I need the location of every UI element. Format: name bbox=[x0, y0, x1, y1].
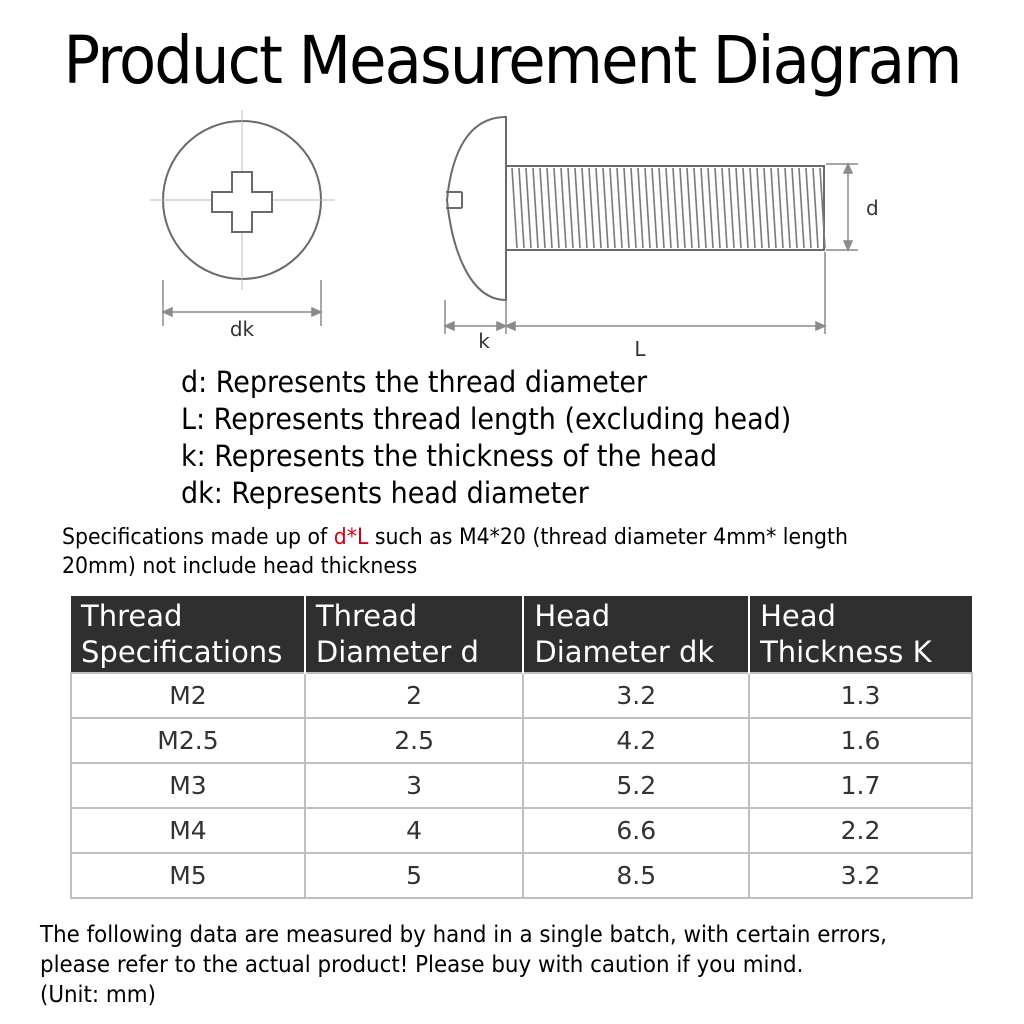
definition-d: d: Represents the thread diameter bbox=[181, 365, 648, 399]
table-cell: 3 bbox=[305, 763, 524, 808]
k-label: k bbox=[478, 329, 490, 353]
definitions-list bbox=[181, 364, 837, 512]
table-row bbox=[71, 763, 972, 808]
dk-label: dk bbox=[229, 317, 255, 341]
header-thread-diameter bbox=[305, 596, 524, 673]
table-cell: 1.6 bbox=[749, 718, 972, 763]
table-cell: 5.2 bbox=[523, 763, 749, 808]
table-cell: M2.5 bbox=[71, 718, 305, 763]
footer-line: please refer to the actual product! Please buy with caution if you mind. bbox=[40, 952, 804, 978]
header-line: Head bbox=[760, 599, 836, 633]
header-line: Thickness K bbox=[760, 635, 932, 669]
d-dimension bbox=[826, 164, 858, 250]
header-line: Head bbox=[534, 599, 611, 633]
definition-L: L: Represents thread length (excluding head) bbox=[181, 402, 792, 436]
table-cell: 6.6 bbox=[523, 808, 749, 853]
table-row bbox=[71, 718, 972, 763]
table-header-row bbox=[71, 596, 972, 673]
page-title: Product Measurement Diagram bbox=[63, 22, 961, 99]
definition-k: k: Represents the thickness of the head bbox=[181, 439, 718, 473]
header-line: Diameter dk bbox=[534, 635, 715, 669]
header-line: Thread bbox=[81, 599, 183, 633]
table-cell: 4.2 bbox=[523, 718, 749, 763]
spec-table bbox=[70, 596, 973, 899]
table-cell: 2.5 bbox=[305, 718, 524, 763]
footer-line: (Unit: mm) bbox=[40, 982, 156, 1008]
header-head-diameter bbox=[523, 596, 749, 673]
table-cell: 4 bbox=[305, 808, 524, 853]
table-cell: 2.2 bbox=[749, 808, 972, 853]
header-line: Thread bbox=[315, 599, 418, 633]
screw-diagram bbox=[0, 100, 1024, 370]
table-row bbox=[71, 673, 972, 718]
table-cell: 2 bbox=[305, 673, 524, 718]
d-label: d bbox=[866, 196, 879, 220]
k-dimension bbox=[445, 300, 506, 334]
table-cell: M3 bbox=[71, 763, 305, 808]
table-row bbox=[71, 853, 972, 898]
spec-note-after: such as M4*20 (thread diameter 4mm* length 20mm) not include head thickness bbox=[62, 525, 849, 579]
header-line: Specifications bbox=[81, 635, 283, 669]
screw-head-top-view bbox=[150, 110, 335, 290]
footer-disclaimer bbox=[40, 920, 942, 1010]
table-cell: 8.5 bbox=[523, 853, 749, 898]
table-cell: 3.2 bbox=[749, 853, 972, 898]
table-cell: 5 bbox=[305, 853, 524, 898]
footer-line: The following data are measured by hand in a single batch, with certain errors, bbox=[40, 922, 887, 948]
table-cell: M4 bbox=[71, 808, 305, 853]
L-label: L bbox=[634, 337, 646, 361]
header-thread-specifications bbox=[71, 596, 305, 673]
table-cell: M5 bbox=[71, 853, 305, 898]
spec-note bbox=[62, 523, 899, 581]
screw-side-view bbox=[446, 117, 825, 300]
L-dimension bbox=[506, 252, 825, 334]
table-cell: M2 bbox=[71, 673, 305, 718]
table-cell: 1.7 bbox=[749, 763, 972, 808]
header-line: Diameter d bbox=[315, 635, 479, 669]
table-row bbox=[71, 808, 972, 853]
spec-note-highlight: d*L bbox=[333, 525, 369, 550]
table-cell: 3.2 bbox=[523, 673, 749, 718]
spec-note-before: Specifications made up of bbox=[62, 525, 334, 550]
header-head-thickness bbox=[749, 596, 972, 673]
definition-dk: dk: Represents head diameter bbox=[181, 476, 589, 510]
table-cell: 1.3 bbox=[749, 673, 972, 718]
